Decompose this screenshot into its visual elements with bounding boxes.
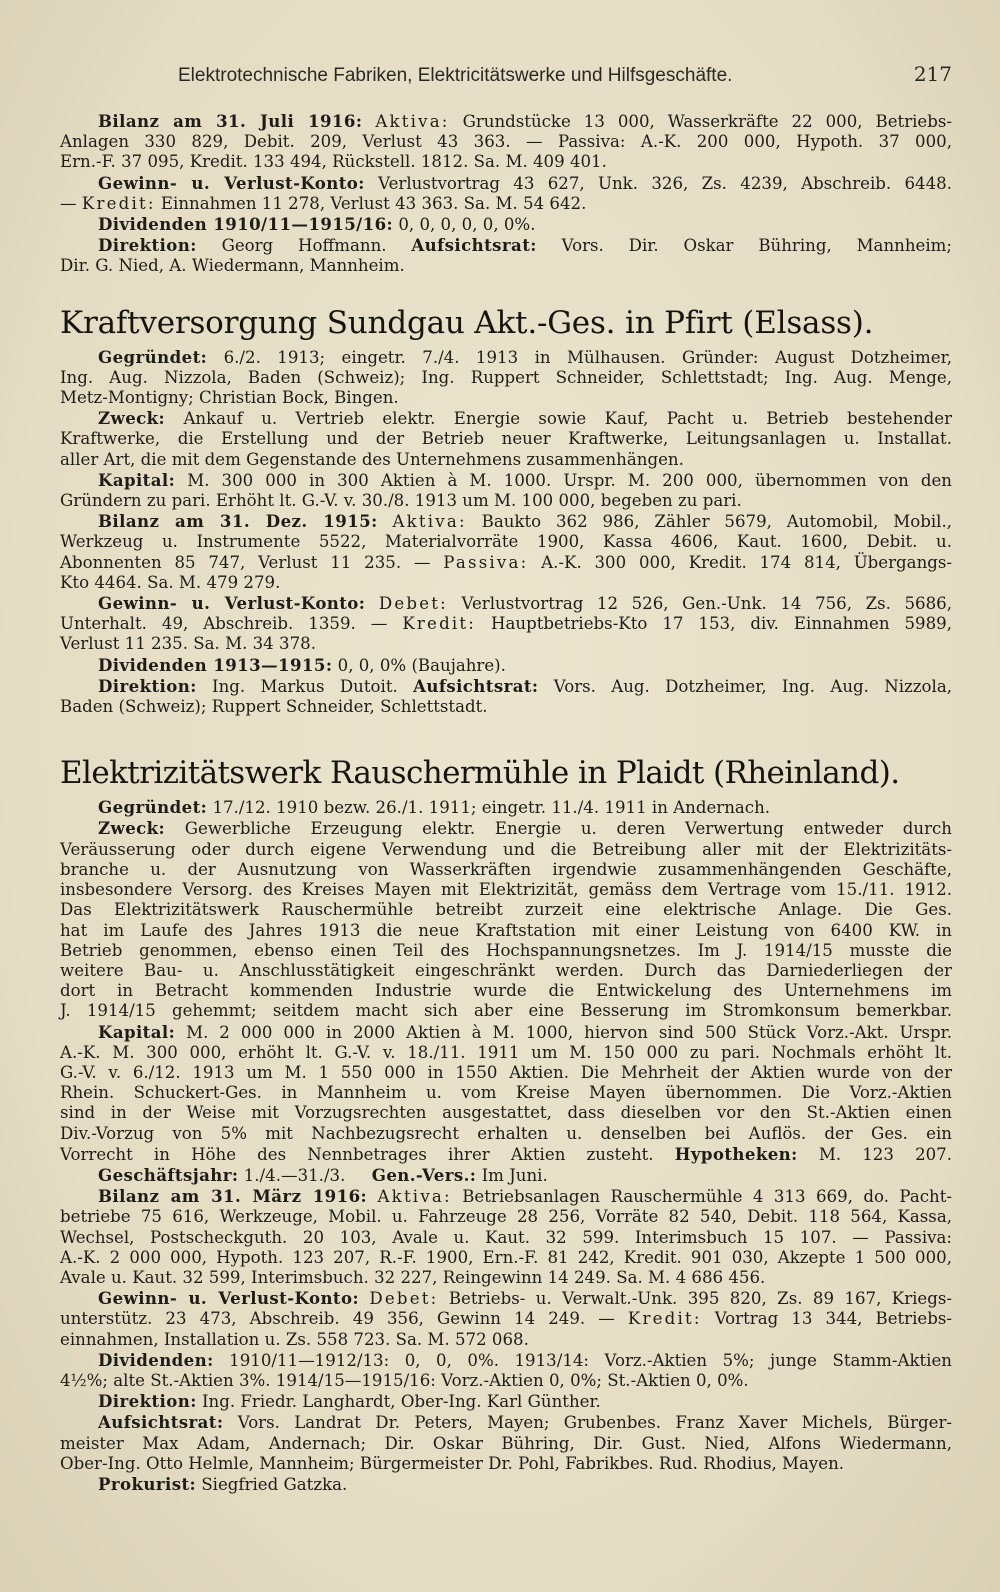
company-heading — [60, 305, 952, 341]
company-heading — [60, 755, 952, 791]
text-line: branche u. der Ausnutzung von Wasserkräften irgendwie zusammenhängenden Geschäfte, — [60, 859, 952, 879]
text-line: weitere Bau- u. Anschlusstätigkeit eingeschränkt werden. Durch das Darniederliegen der — [60, 960, 952, 980]
text-line: Avale u. Kaut. 32 599, Interimsbuch. 32 227, Reingewinn 14 249. Sa. M. 4 686 456. — [60, 1267, 766, 1287]
company-location: (Rheinland). — [703, 755, 900, 792]
text-line: Zweck: Gewerbliche Erzeugung elektr. Energie u. deren Verwertung entweder durch — [98, 818, 952, 839]
text-line: Vorrecht in Höhe des Nennbetrages ihrer Aktien zusteht. Hypotheken: M. 123 207. — [60, 1143, 953, 1164]
text-line: Ern.-F. 37 095, Kredit. 133 494, Rückstell. 1812. Sa. M. 409 401. — [60, 152, 607, 172]
company-name: Elektrizitätswerk Rauschermühle in Plaidt — [60, 755, 704, 792]
section-previous-company — [60, 111, 952, 277]
text-line: Aufsichtsrat: Vors. Landrat Dr. Peters, Mayen; Grubenbes. Franz Xaver Michels, Bürger- — [98, 1412, 952, 1433]
text-line: G.-V. v. 6./12. 1913 um M. 1 550 000 in 1550 Aktien. Die Mehrheit der Aktien wurde von der — [60, 1062, 952, 1082]
text-line: Gründern zu pari. Erhöht lt. G.-V. v. 30./8. 1913 um M. 100 000, begeben zu pari. — [60, 491, 742, 511]
text-line: Dividenden: 1910/11—1912/13: 0, 0, 0%. 1913/14: Vorz.-Aktien 5%; junge Stamm-Aktien — [98, 1349, 952, 1370]
text-line: unterstütz. 23 473, Abschreib. 49 356, Gewinn 14 249. — Kredit: Vortrag 13 344, Betriebs- — [60, 1309, 952, 1329]
text-line: Kto 4464. Sa. M. 479 279. — [60, 572, 281, 592]
text-line: Gegründet: 17./12. 1910 bezw. 26./1. 1911; eingetr. 11./4. 1911 in Andernach. — [98, 797, 771, 818]
page-number: 217 — [913, 62, 952, 86]
text-line: sind in der Weise mit Vorzugsrechten ausgestattet, dass dieselben vor den St.-Aktien einen — [60, 1103, 952, 1123]
text-line: Veräusserung oder durch eigene Verwendung und die Betreibung aller mit der Elektrizitäts- — [60, 839, 952, 859]
text-line: Werkzeug u. Instrumente 5522, Materialvorräte 1900, Kassa 4606, Kaut. 1600, Debit. u. — [60, 532, 952, 552]
text-line: Direktion: Ing. Friedr. Langhardt, Ober-Ing. Karl Günther. — [98, 1391, 601, 1412]
text-line: Ing. Aug. Nizzola, Baden (Schweiz); Ing. Ruppert Schneider, Schlettstadt; Ing. Aug. Menge, — [60, 367, 952, 387]
text-line: Gegründet: 6./2. 1913; eingetr. 7./4. 1913 in Mülhausen. Gründer: August Dotzheimer, — [98, 346, 952, 367]
text-line: — Kredit: Einnahmen 11 278, Verlust 43 363. Sa. M. 54 642. — [60, 193, 587, 213]
text-line: Das Elektrizitätswerk Rauschermühle betreibt zurzeit eine elektrische Anlage. Die Ges. — [60, 900, 952, 920]
text-line: Kapital: M. 300 000 in 300 Aktien à M. 1000. Urspr. M. 200 000, übernommen von den — [98, 469, 952, 490]
text-line: Unterhalt. 49, Abschreib. 1359. — Kredit: Hauptbetriebs-Kto 17 153, div. Einnahmen 5989, — [60, 614, 952, 634]
text-line: Kapital: M. 2 000 000 in 2000 Aktien à M. 1000, hiervon sind 500 Stück Vorz.-Akt. Urspr. — [98, 1021, 952, 1042]
text-line: Betrieb genommen, ebenso einen Teil des Hochspannungsnetzes. Im J. 1914/15 musste die — [60, 940, 952, 960]
text-line: Ober-Ing. Otto Helmle, Mannheim; Bürgermeister Dr. Pohl, Fabrikbes. Rud. Rhodius, Mayen. — [60, 1453, 845, 1473]
section-elektrizitaetswerk-rauschermuehle — [60, 755, 952, 1495]
text-line: Gewinn- u. Verlust-Konto: Debet: Verlustvortrag 12 526, Gen.-Unk. 14 756, Zs. 5686, — [98, 593, 952, 614]
text-line: A.-K. 2 000 000, Hypoth. 123 207, R.-F. 1900, Ern.-F. 81 242, Kredit. 901 030, Akzepte 1 500 000, — [60, 1247, 952, 1267]
text-line: dort in Betracht kommenden Industrie wurde die Entwickelung des Unternehmens im — [60, 981, 952, 1001]
text-line: Rhein. Schuckert-Ges. in Mannheim u. vom Kreise Mayen übernommen. Die Vorz.-Aktien — [60, 1083, 952, 1103]
text-line: insbesondere Versorg. des Kreises Mayen mit Elektrizität, gemäss dem Vertrage vom 15./11. 1912. — [60, 880, 952, 900]
text-line: A.-K. M. 300 000, erhöht lt. G.-V. v. 18./11. 1911 um M. 150 000 zu pari. Nochmals erhöht lt. — [60, 1042, 952, 1062]
text-line: Gewinn- u. Verlust-Konto: Debet: Betriebs- u. Verwalt.-Unk. 395 820, Zs. 89 167, Kriegs- — [98, 1288, 952, 1309]
text-line: Prokurist: Siegfried Gatzka. — [98, 1473, 348, 1494]
section-kraftversorgung-sundgau — [60, 305, 952, 718]
running-title: Elektrotechnische Fabriken, Elektricitätswerke und Hilfsgeschäfte. — [178, 65, 733, 86]
text-line: 4½%; alte St.-Aktien 3%. 1914/15—1915/16: Vorz.-Aktien 0, 0%; St.-Aktien 0, 0%. — [60, 1370, 749, 1390]
text-line: Metz-Montigny; Christian Bock, Bingen. — [60, 388, 399, 408]
company-name: Kraftversorgung Sundgau Akt.-Ges. in Pfirt — [60, 304, 733, 341]
text-line: Zweck: Ankauf u. Vertrieb elektr. Energie sowie Kauf, Pacht u. Betrieb bestehender — [98, 408, 953, 429]
text-line: meister Max Adam, Andernach; Dir. Oskar Bühring, Dir. Gust. Nied, Alfons Wiedermann, — [60, 1433, 952, 1453]
text-line: J. 1914/15 gehemmt; seitdem macht sich aber eine Besserung im Stromkonsum bemerkbar. — [60, 1001, 952, 1021]
text-line: Baden (Schweiz); Ruppert Schneider, Schlettstadt. — [60, 697, 488, 717]
text-line: einnahmen, Installation u. Zs. 558 723. Sa. M. 572 068. — [60, 1329, 529, 1349]
text-line: Direktion: Ing. Markus Dutoit. Aufsichtsrat: Vors. Aug. Dotzheimer, Ing. Aug. Nizzola, — [98, 675, 952, 696]
text-line: Verlust 11 235. Sa. M. 34 378. — [60, 634, 316, 654]
text-line: Dir. G. Nied, A. Wiedermann, Mannheim. — [60, 256, 405, 276]
text-line: Direktion: Georg Hoffmann. Aufsichtsrat: Vors. Dir. Oskar Bühring, Mannheim; — [98, 235, 952, 256]
text-line: Kraftwerke, die Erstellung und der Betrieb neuer Kraftwerke, Leitungsanlagen u. Installat. — [60, 429, 952, 449]
text-line: Dividenden 1910/11—1915/16: 0, 0, 0, 0, 0, 0%. — [98, 214, 536, 235]
text-line: Bilanz am 31. Juli 1916: Aktiva: Grundstücke 13 000, Wasserkräfte 22 000, Betriebs- — [98, 111, 952, 131]
text-line: hat im Laufe des Jahres 1913 die neue Kraftstation mit einer Leistung von 6400 KW. in — [60, 920, 952, 940]
text-line: Anlagen 330 829, Debit. 209, Verlust 43 363. — Passiva: A.-K. 200 000, Hypoth. 37 000, — [60, 132, 952, 152]
text-line: Bilanz am 31. März 1916: Aktiva: Betriebsanlagen Rauschermühle 4 313 669, do. Pacht- — [98, 1186, 952, 1207]
text-line: Geschäftsjahr: 1./4.—31./3. Gen.-Vers.: Im Juni. — [98, 1164, 548, 1185]
text-line: Abonnenten 85 747, Verlust 11 235. — Passiva: A.-K. 300 000, Kredit. 174 814, Übergangs- — [60, 552, 953, 572]
text-line: Wechsel, Postscheckguth. 20 103, Avale u. Kaut. 32 599. Interimsbuch 15 107. — Passiva: — [60, 1227, 952, 1247]
text-line: Div.-Vorzug von 5% mit Nachbezugsrecht erhalten u. denselben bei Auflös. der Ges. ein — [60, 1123, 952, 1143]
text-line: betriebe 75 616, Werkzeuge, Mobil. u. Fahrzeuge 28 256, Vorräte 82 540, Debit. 118 564, Kassa, — [60, 1207, 952, 1227]
text-line: Dividenden 1913—1915: 0, 0, 0% (Baujahre). — [98, 654, 506, 675]
running-header — [60, 62, 952, 87]
company-location: (Elsass). — [732, 304, 874, 341]
text-line: aller Art, die mit dem Gegenstande des Unternehmens zusammenhängen. — [60, 449, 684, 469]
text-line: Gewinn- u. Verlust-Konto: Verlustvortrag 43 627, Unk. 326, Zs. 4239, Abschreib. 6448. — [98, 172, 952, 193]
text-line: Bilanz am 31. Dez. 1915: Aktiva: Baukto 362 986, Zähler 5679, Automobil, Mobil., — [98, 511, 952, 532]
